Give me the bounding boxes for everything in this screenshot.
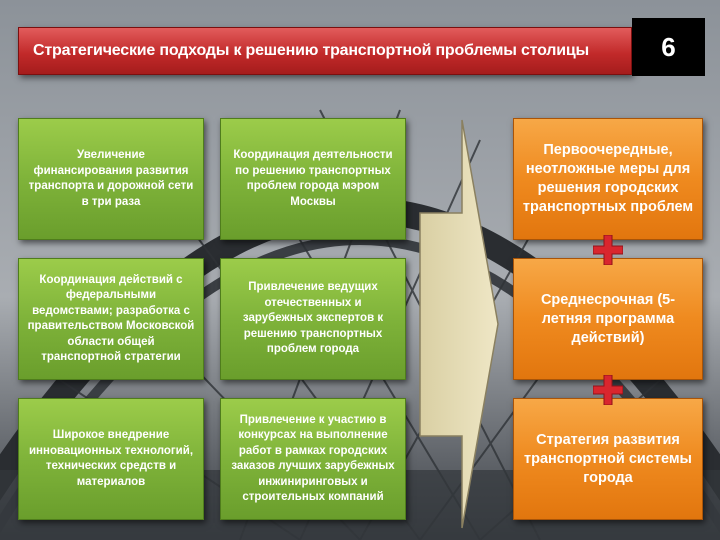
stage-box-3: Стратегия развития транспортной системы города [513, 398, 703, 520]
stage-box-2: Среднесрочная (5-летняя программа действий) [513, 258, 703, 380]
approach-box-5: Широкое внедрение инновационных технологий, технических средств и материалов [18, 398, 204, 520]
slide-number: 6 [632, 18, 705, 76]
approach-box-4: Привлечение ведущих отечественных и зарубежных экспертов к решению транспортных проблем города [220, 258, 406, 380]
stage-box-1: Первоочередные, неотложные меры для решения городских транспортных проблем [513, 118, 703, 240]
approach-box-6: Привлечение к участию в конкурсах на выполнение работ в рамках городских заказов лучших зарубежных инжиниринговых и строительных компаний [220, 398, 406, 520]
plus-icon [593, 235, 623, 265]
approach-box-3: Координация действий с федеральными ведомствами; разработка с правительством Московской области общей транспортной стратегии [18, 258, 204, 380]
page-title: Стратегические подходы к решению транспортной проблемы столицы [33, 42, 589, 59]
plus-icon [593, 375, 623, 405]
right-arrow-icon [418, 118, 500, 530]
title-bar [18, 27, 632, 75]
approach-box-2: Координация деятельности по решению транспортных проблем города мэром Москвы [220, 118, 406, 240]
approach-box-1: Увеличение финансирования развития транспорта и дорожной сети в три раза [18, 118, 204, 240]
